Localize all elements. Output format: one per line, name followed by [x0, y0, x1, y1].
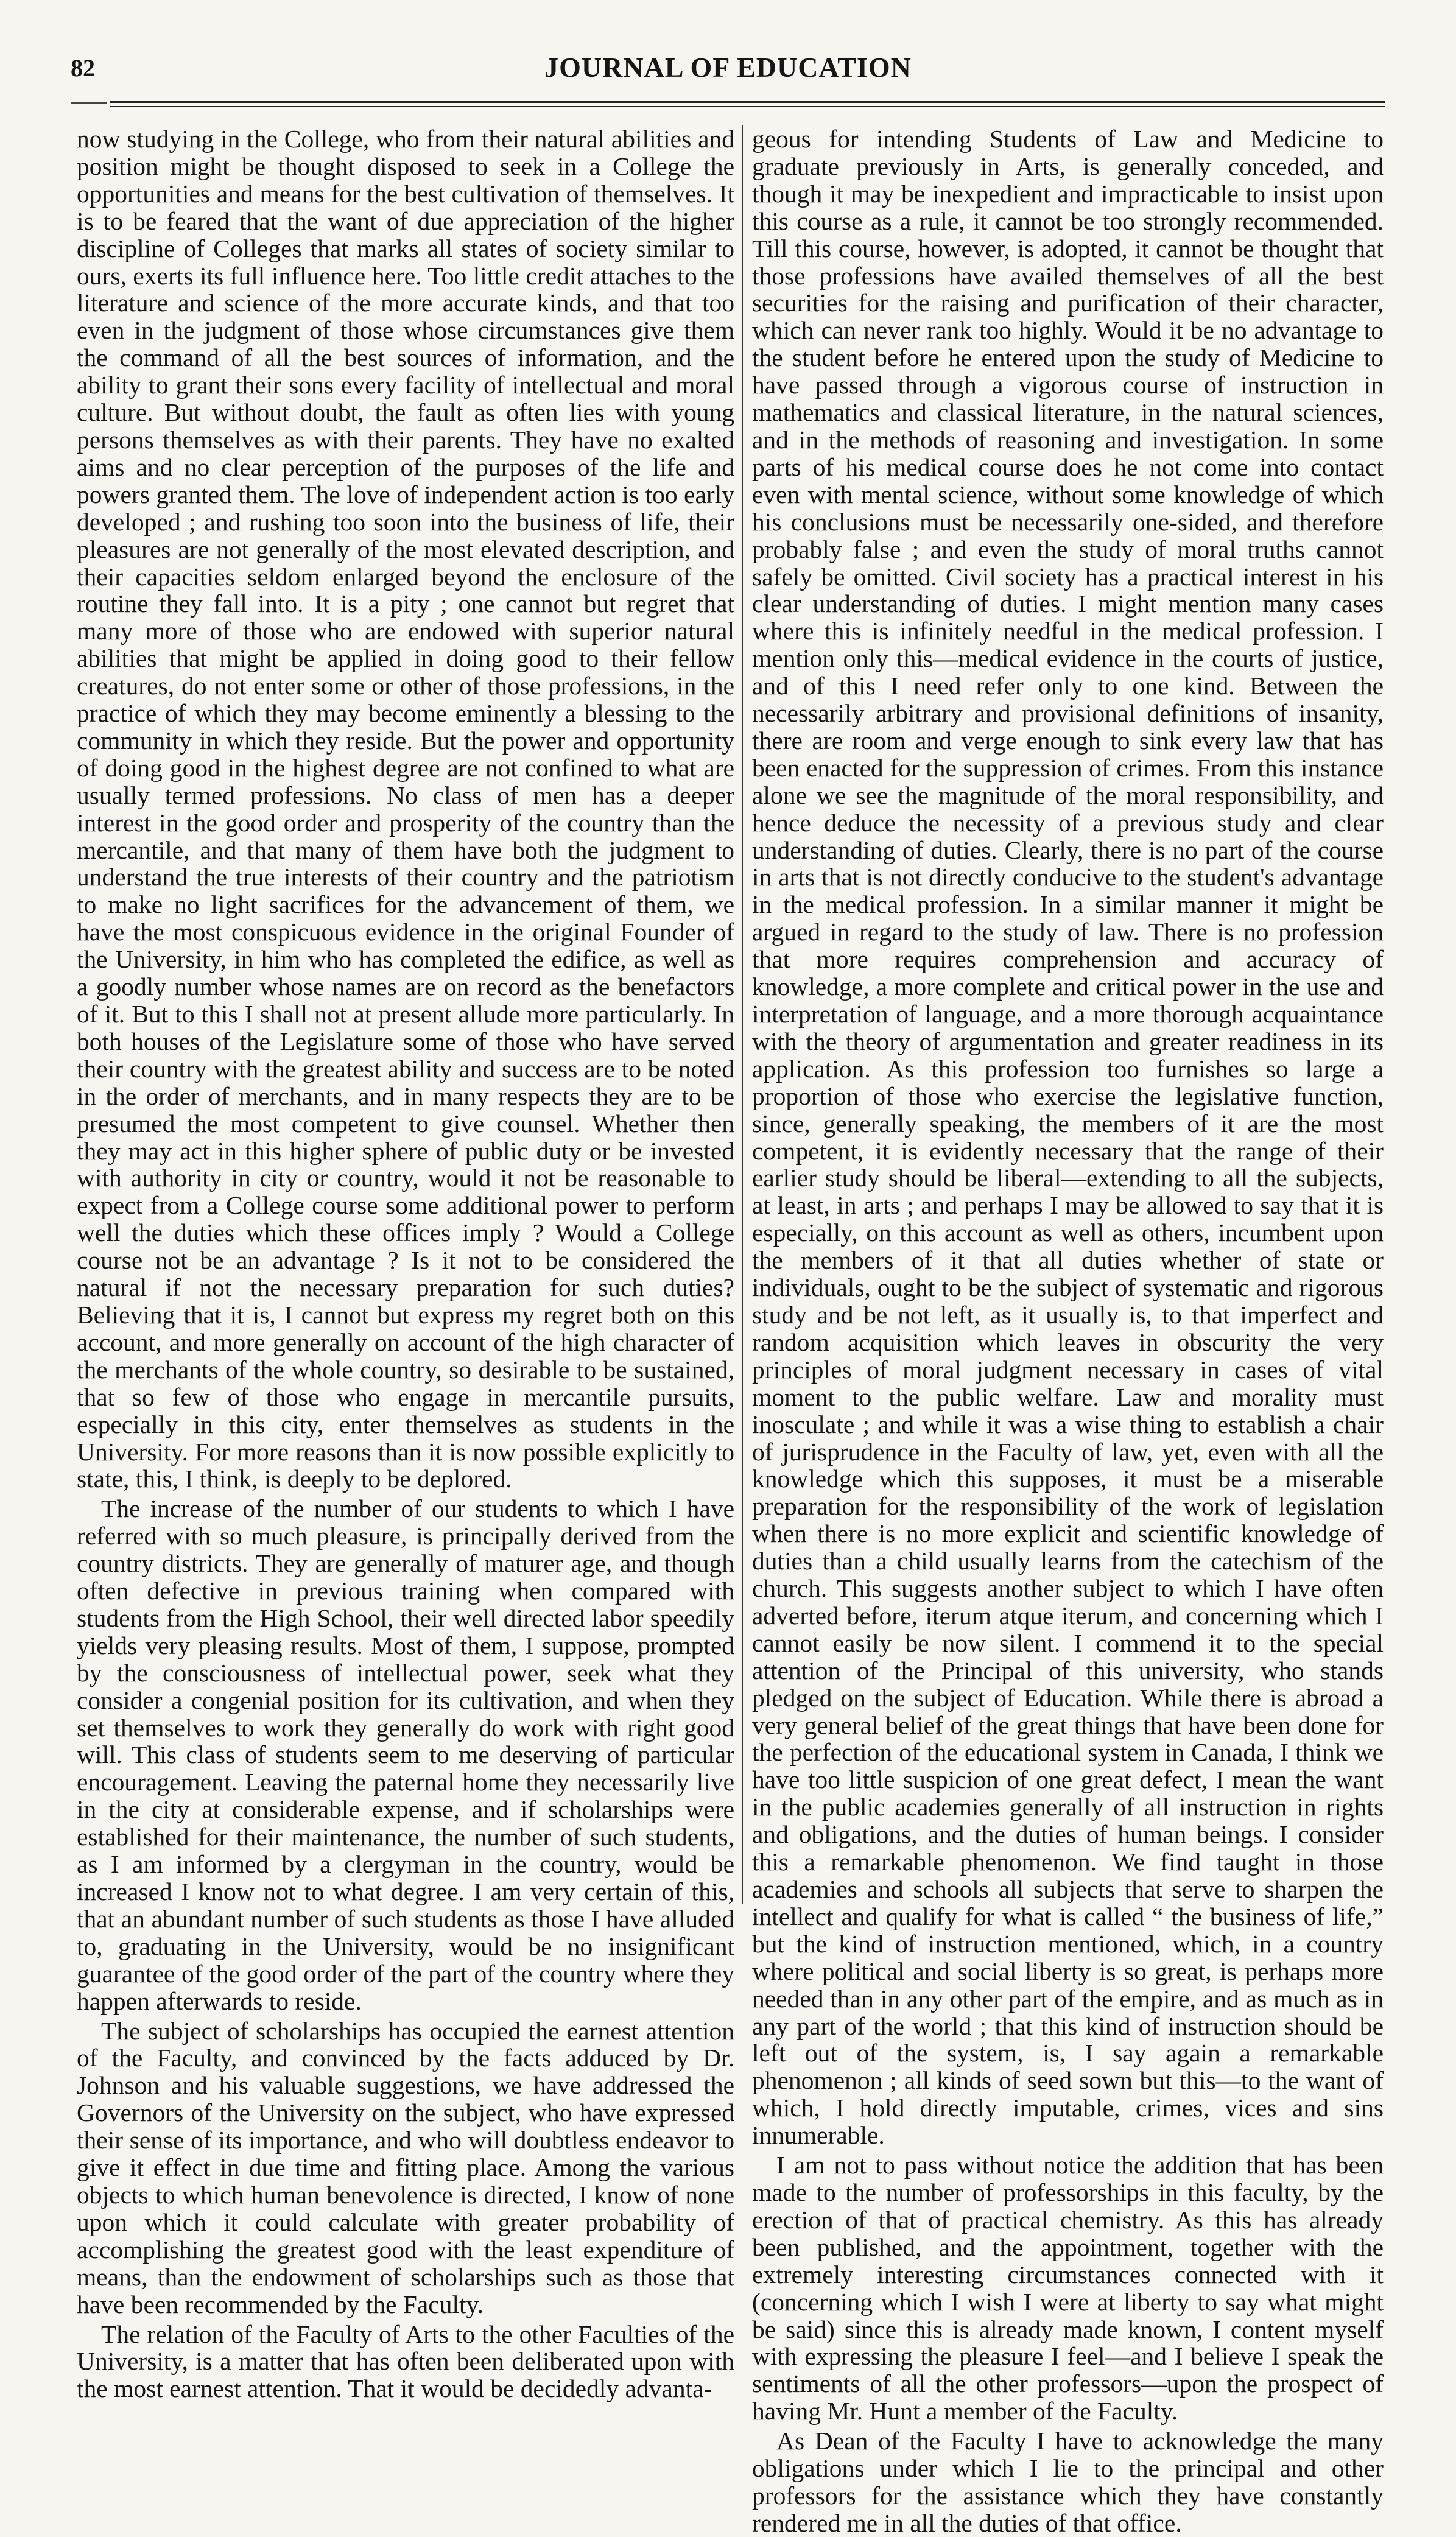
left-column	[77, 125, 734, 2403]
page-number: 82	[71, 54, 95, 82]
running-title: JOURNAL OF EDUCATION	[544, 52, 912, 83]
left-paragraph-3: The subject of scholarships has occupied the earnest attention of the Faculty, and convinced by the facts adduced by Dr. Johnson and his valuable suggestions, we have addressed the Governors of the University on the subject, who have expressed their sense of its importance, and who will doubtless endeavor to give it effect in due time and fitting place. Among the various objects to which human benevolence is directed, I know of none upon which it could calculate with greater probability of accomplishing the greatest good with the least expenditure of means, than the endowment of scholarships such as those that have been recommended by the Faculty.	[77, 2016, 734, 2318]
left-paragraph-2: The increase of the number of our students to which I have referred with so much pleasure, is principally derived from the country districts. They are generally of maturer age, and though often defective in previous training when compared with students from the High School, their well directed labor speedily yields very pleasing results. Most of them, I suppose, prompted by the consciousness of intellectual power, seek what they consider a congenial position for its cultivation, and when they set themselves to work they generally do work with right good will. This class of students seem to me deserving of particular encouragement. Leaving the paternal home they necessarily live in the city at considerable expense, and if scholarships were established for their maintenance, the number of such students, as I am informed by a clergyman in the country, would be increased I know not to what degree. I am very certain of this, that an abundant number of such students as those I have alluded to, graduating in the University, would be no insignificant guarantee of the good order of the part of the country where they happen afterwards to reside.	[77, 1494, 734, 2015]
right-paragraph-1: geous for intending Students of Law and Medicine to graduate previously in Arts, is generally conceded, and though it may be inexpedient and impracticable to insist upon this course as a rule, it cannot be too strongly recommended. Till this course, however, is adopted, it cannot be thought that those professions have availed themselves of all the best securities for the raising and purification of their character, which can never rank too highly. Would it be no advantage to the student before he entered upon the study of Medicine to have passed through a vigorous course of instruction in mathematics and classical literature, in the natural sciences, and in the methods of reasoning and investigation. In some parts of his medical course does he not come into contact even with mental science, without some knowledge of which his conclusions must be necessarily one-sided, and therefore probably false ; and even the study of moral truths cannot safely be omitted. Civil society has a practical interest in his clear understanding of duties. I might mention many cases where this is infinitely needful in the medical profession. I mention only this—medical evidence in the courts of justice, and of this I need refer only to one kind. Between the necessarily arbitrary and provisional definitions of insanity, there are room and verge enough to sink every law that has been enacted for the suppression of crimes. From this instance alone we see the magnitude of the moral responsibility, and hence deduce the necessity of a previous study and clear understanding of duties. Clearly, there is no part of the course in arts that is not directly conducive to the student's advantage in the medical profession. In a similar manner it might be argued in regard to the study of law. There is no profession that more requires comprehension and accuracy of knowledge, a more complete and critical power in the use and interpretation of language, and a more thorough acquaintance with the theory of argumentation and greater readiness in its application. As this profession too furnishes so large a proportion of those who exercise the legislative function, since, generally speaking, the members of it are the most competent, it is evidently necessary that the range of their earlier study should be liberal—extending to all the subjects, at least, in arts ; and perhaps I may be allowed to say that it is especially, on this account as well as others, incumbent upon the members of it that all duties whether of state or individuals, ought to be the subject of systematic and rigorous study and be not left, as it usually is, to that imperfect and random acquisition which leaves in obscurity the very principles of moral judgment necessary in cases of vital moment to the public welfare. Law and morality must inosculate ; and while it was a wise thing to establish a chair of jurisprudence in the Faculty of law, yet, even with all the knowledge which this supposes, it must be a miserable preparation for the responsibility of the work of legislation when there is no more explicit and scientific knowledge of duties than a child usually learns from the catechism of the church. This suggests another subject to which I have often adverted before, iterum atque iterum, and concerning which I cannot easily be now silent. I commend it to the special attention of the Principal of this university, who stands pledged on the subject of Education. While there is abroad a very general belief of the great things that have been done for the perfection of the educational system in Canada, I think we have too little suspicion of one great defect, I mean the want in the public academies generally of all instruction in rights and obligations, and the duties of human beings. I consider this a remarkable phenomenon. We find taught in those academies and schools all subjects that serve to sharpen the intellect and qualify for what is called “ the business of life,” but the kind of instruction mentioned, which, in a country where political and social liberty is so great, is perhaps more needed than in any other part of the empire, and as much as in any part of the world ; that this kind of instruction should be left out of the system, is, I say again a remarkable phenomenon ; all kinds of seed sown but this—to the want of which, I hold directly imputable, crimes, vices and sins innumerable.	[752, 125, 1384, 2150]
header-rule-bottom	[110, 106, 1385, 107]
left-paragraph-4: The relation of the Faculty of Arts to the other Faculties of the University, is a matter that has often been deliberated upon with the most earnest attention. That it would be decidedly advanta-	[77, 2320, 734, 2403]
column-divider	[742, 125, 743, 1904]
right-column	[752, 125, 1384, 2537]
right-paragraph-3: As Dean of the Faculty I have to acknowledge the many obligations under which I lie to the principal and other professors for the assistance which they have constantly rendered me in all the duties of that office.	[752, 2427, 1384, 2537]
left-paragraph-1: now studying in the College, who from their natural abilities and position might be thought disposed to seek in a College the opportunities and means for the best cultivation of themselves. It is to be feared that the want of due appreciation of the higher discipline of Colleges that marks all states of society similar to ours, exerts its full influence here. Too little credit attaches to the literature and science of the more accurate kinds, and that too even in the judgment of those whose circumstances give them the command of all the best sources of information, and the ability to grant their sons every facility of intellectual and moral culture. But without doubt, the fault as often lies with young persons themselves as with their parents. They have no exalted aims and no clear perception of the purposes of the life and powers granted them. The love of independent action is too early developed ; and rushing too soon into the business of life, their pleasures are not generally of the most elevated description, and their capacities seldom enlarged beyond the enclosure of the routine they fall into. It is a pity ; one cannot but regret that many more of those who are endowed with superior natural abilities that might be applied in doing good to their fellow creatures, do not enter some or other of those professions, in the practice of which they may become eminently a blessing to the community in which they reside. But the power and opportunity of doing good in the highest degree are not confined to what are usually termed professions. No class of men has a deeper interest in the good order and prosperity of the country than the mercantile, and that many of them have both the judgment to understand the true interests of their country and the patriotism to make no light sacrifices for the advancement of them, we have the most conspicuous evidence in the original Founder of the University, in him who has completed the edifice, as well as a goodly number whose names are on record as the benefactors of it. But to this I shall not at present allude more particularly. In both houses of the Legislature some of those who have served their country with the greatest ability and success are to be noted in the order of merchants, and in many respects they are to be presumed the most competent to give counsel. Whether then they may act in this higher sphere of public duty or be invested with authority in city or country, would it not be reasonable to expect from a College course some additional power to perform well the duties which these offices imply ? Would a College course not be an advantage ? Is it not to be considered the natural if not the necessary preparation for such duties? Believing that it is, I cannot but express my regret both on this account, and more generally on account of the high character of the merchants of the whole country, so desirable to be sustained, that so few of those who engage in mercantile pursuits, especially in this city, enter themselves as students in the University. For more reasons than it is now possible explicitly to state, this, I think, is deeply to be deplored.	[77, 125, 734, 1493]
right-paragraph-2: I am not to pass without notice the addition that has been made to the number of professorships in this faculty, by the erection of that of practical chemistry. As this has already been published, and the appointment, together with the extremely interesting circumstances connected with it (concerning which I wish I were at liberty to say what might be said) since this is already made known, I content myself with expressing the pleasure I feel—and I believe I speak the sentiments of all the other professors—upon the prospect of having Mr. Hunt a member of the Faculty.	[752, 2151, 1384, 2426]
header-rule-stub	[71, 102, 107, 104]
header-rule-top	[110, 101, 1385, 103]
